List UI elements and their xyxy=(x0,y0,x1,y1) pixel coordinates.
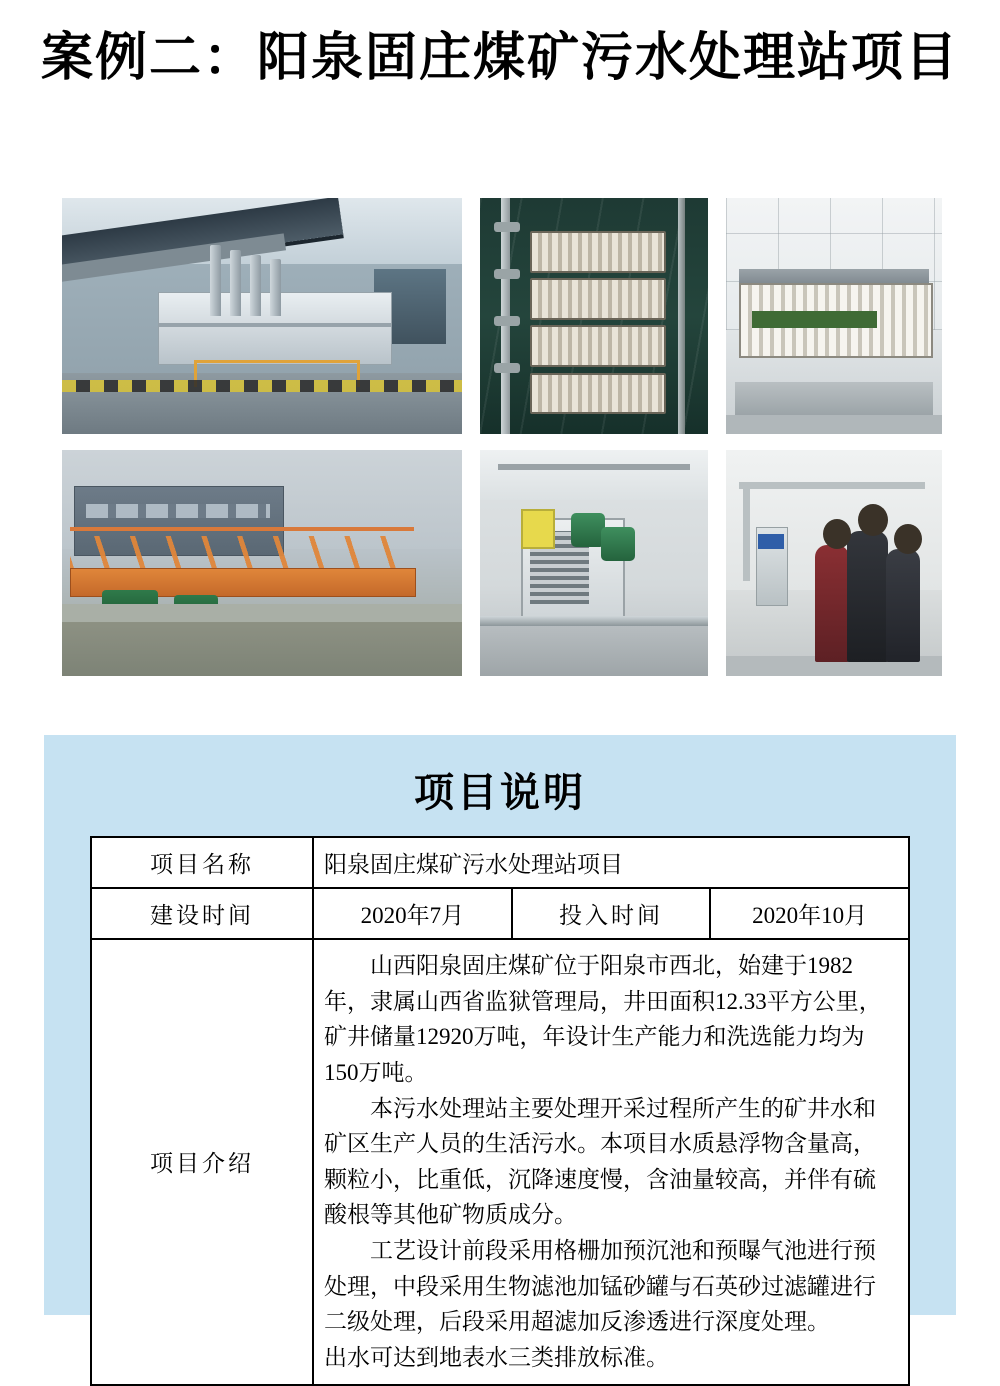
photo-control-room-staff xyxy=(724,448,944,678)
stack-pipe-1 xyxy=(210,245,221,316)
label-project-name: 项目名称 xyxy=(91,837,313,888)
basin-water xyxy=(62,622,462,676)
staff-person-3 xyxy=(886,549,921,662)
down-pipe xyxy=(743,482,750,581)
photo-filter-press-machine xyxy=(724,196,944,436)
page-title: 案例二：阳泉固庄煤矿污水处理站项目 xyxy=(40,30,959,87)
cabinet-label xyxy=(758,534,784,550)
press-plate-stack-1 xyxy=(530,231,666,273)
press-plate-stack-2 xyxy=(530,278,666,320)
bridge-handrail xyxy=(70,527,414,531)
stack-pipe-3 xyxy=(250,255,261,316)
intro-paragraph-4: 出水可达到地表水三类排放标准。 xyxy=(324,1345,669,1371)
ceiling-region xyxy=(480,450,708,500)
intro-paragraph-1: 山西阳泉固庄煤矿位于阳泉市西北，始建于1982年，隶属山西省监狱管理局，井田面积12.33平方公里，矿井储量12920万吨，年设计生产能力和洗选能力均为150万吨。 xyxy=(324,953,882,1085)
photo-daf-clarifier-plant xyxy=(60,196,464,436)
staff-head-2 xyxy=(858,504,888,536)
value-build-time: 2020年7月 xyxy=(313,888,512,939)
gear-motor-2 xyxy=(601,527,635,561)
vertical-pipe-right xyxy=(678,198,685,434)
pipe-valve-1 xyxy=(494,222,520,232)
stack-pipe-2 xyxy=(230,250,241,316)
floor-region xyxy=(726,415,942,434)
press-plate-stack-3 xyxy=(530,325,666,367)
project-info-panel xyxy=(44,735,956,1371)
photo-dosing-pump-room xyxy=(478,448,710,678)
floor-region xyxy=(480,626,708,676)
photo-gallery xyxy=(60,196,940,678)
warning-panel xyxy=(521,509,555,549)
press-plate-stack-4 xyxy=(530,373,666,415)
hoist-rail xyxy=(498,464,690,470)
value-project-name: 阳泉固庄煤矿污水处理站项目 xyxy=(313,837,909,888)
table-row-dates xyxy=(91,888,909,939)
building-window-strip xyxy=(86,504,270,518)
intro-paragraph-2: 本污水处理站主要处理开采过程所产生的矿井水和矿区生产人员的生活污水。本项目水质悬浮物含量高，颗粒小，比重低，沉降速度慢，含油量较高，并伴有硫酸根等其他矿物质成分。 xyxy=(324,1095,876,1228)
table-row-introduction xyxy=(91,939,909,1385)
label-build-time: 建设时间 xyxy=(91,888,313,939)
project-info-table xyxy=(90,836,910,1386)
staff-person-2 xyxy=(847,531,888,662)
staff-person-1 xyxy=(815,545,850,663)
pipe-valve-2 xyxy=(494,269,520,279)
horizontal-pipe xyxy=(480,616,708,626)
pipe-valve-3 xyxy=(494,316,520,326)
label-project-introduction: 项目介绍 xyxy=(91,939,313,1385)
press-name-band xyxy=(752,311,877,328)
value-project-introduction xyxy=(313,939,909,1385)
hazard-curb-stripes xyxy=(62,380,462,392)
table-row-project-name xyxy=(91,837,909,888)
pipe-valve-4 xyxy=(494,363,520,373)
panel-heading: 项目说明 xyxy=(414,770,586,815)
intro-paragraph-3: 工艺设计前段采用格栅加预沉池和预曝气池进行预处理，中段采用生物滤池加锰砂罐与石英砂过滤罐进行二级处理，后段采用超滤加反渗透进行深度处理。 xyxy=(324,1238,876,1335)
overhead-pipe xyxy=(739,482,925,489)
stack-pipe-4 xyxy=(270,259,281,316)
value-commission-time: 2020年10月 xyxy=(710,888,909,939)
photo-filter-press-hall xyxy=(478,196,710,436)
label-commission-time: 投入时间 xyxy=(512,888,711,939)
photo-scraper-bridge xyxy=(60,448,464,678)
